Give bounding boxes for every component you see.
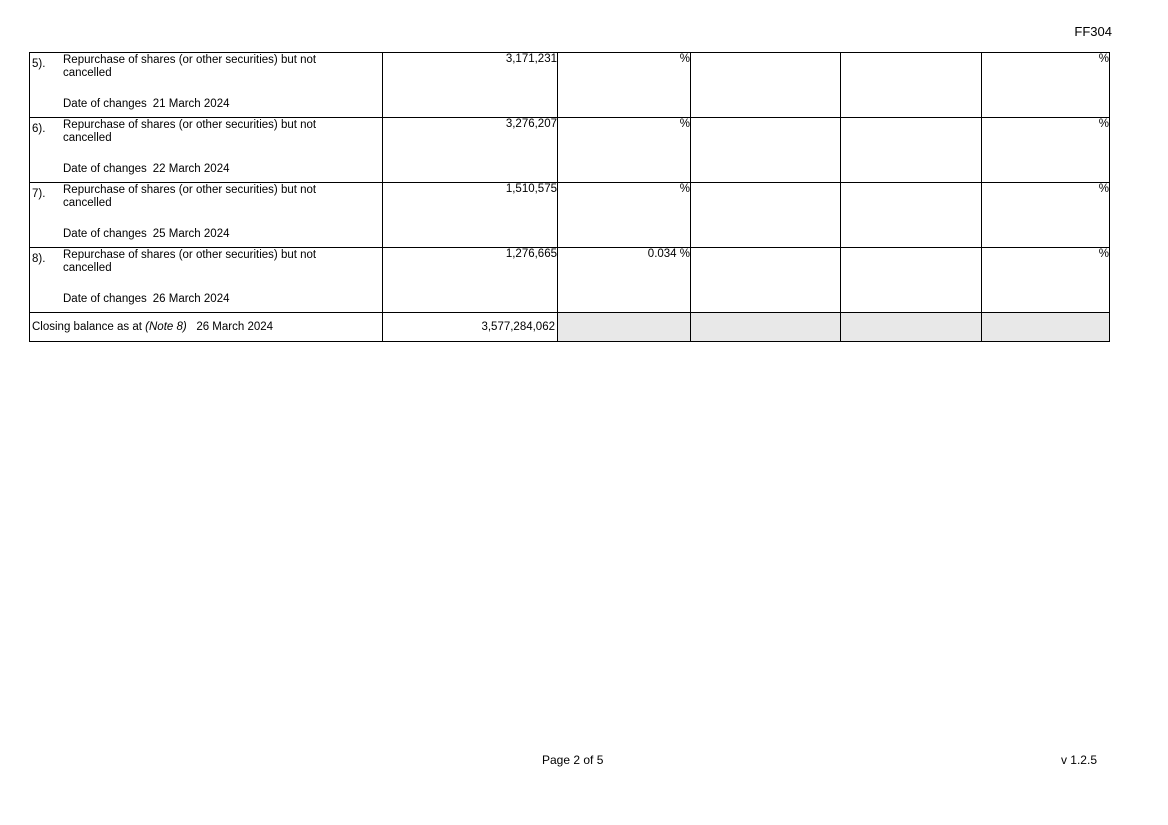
row-percent: % xyxy=(558,53,691,118)
row-number: 5). xyxy=(32,58,46,70)
shaded-cell xyxy=(691,313,841,342)
row-percent: % xyxy=(558,118,691,183)
row-percent-right: % xyxy=(982,53,1110,118)
row-number: 8). xyxy=(32,253,46,265)
empty-cell xyxy=(841,248,982,313)
version-label: v 1.2.5 xyxy=(1060,753,1097,767)
date-value: 21 March 2024 xyxy=(152,98,230,110)
date-of-changes xyxy=(63,228,229,240)
row-amount: 1,510,575 xyxy=(383,183,558,248)
row-number: 6). xyxy=(32,123,46,135)
closing-balance-note: (Note 8) xyxy=(145,321,187,333)
date-value: 26 March 2024 xyxy=(152,293,230,305)
row-description: Repurchase of shares (or other securities) but not cancelled xyxy=(63,249,317,274)
row-percent-right: % xyxy=(982,248,1110,313)
date-of-changes xyxy=(63,293,229,305)
date-of-changes xyxy=(63,98,229,110)
empty-cell xyxy=(841,53,982,118)
shaded-cell xyxy=(558,313,691,342)
row-description: Repurchase of shares (or other securities) but not cancelled xyxy=(63,54,317,79)
row-description-cell xyxy=(30,183,383,248)
table-row xyxy=(30,183,1110,248)
closing-balance-row xyxy=(30,313,1110,342)
shaded-cell xyxy=(982,313,1110,342)
row-description: Repurchase of shares (or other securities) but not cancelled xyxy=(63,119,317,144)
row-description-cell xyxy=(30,118,383,183)
table-row xyxy=(30,53,1110,118)
share-changes-table xyxy=(29,52,1110,342)
date-value: 22 March 2024 xyxy=(152,163,230,175)
form-code: FF304 xyxy=(1074,24,1112,39)
row-description-cell xyxy=(30,248,383,313)
empty-cell xyxy=(841,118,982,183)
table-row xyxy=(30,248,1110,313)
page-number: Page 2 of 5 xyxy=(542,753,604,767)
date-label: Date of changes xyxy=(63,228,147,240)
row-number: 7). xyxy=(32,188,46,200)
date-value: 25 March 2024 xyxy=(152,228,230,240)
closing-balance-amount: 3,577,284,062 xyxy=(383,313,558,342)
table-row xyxy=(30,118,1110,183)
empty-cell xyxy=(691,248,841,313)
row-amount: 1,276,665 xyxy=(383,248,558,313)
date-label: Date of changes xyxy=(63,163,147,175)
date-label: Date of changes xyxy=(63,293,147,305)
closing-balance-label: Closing balance as at xyxy=(32,321,142,333)
empty-cell xyxy=(841,183,982,248)
date-label: Date of changes xyxy=(63,98,147,110)
row-description-cell xyxy=(30,53,383,118)
row-percent: % xyxy=(558,183,691,248)
row-amount: 3,171,231 xyxy=(383,53,558,118)
row-percent-right: % xyxy=(982,183,1110,248)
date-of-changes xyxy=(63,163,229,175)
empty-cell xyxy=(691,183,841,248)
shaded-cell xyxy=(841,313,982,342)
closing-balance-date: 26 March 2024 xyxy=(196,321,274,333)
row-amount: 3,276,207 xyxy=(383,118,558,183)
row-percent: 0.034 % xyxy=(558,248,691,313)
empty-cell xyxy=(691,118,841,183)
empty-cell xyxy=(691,53,841,118)
closing-balance-label-cell xyxy=(30,313,383,342)
row-description: Repurchase of shares (or other securities) but not cancelled xyxy=(63,184,317,209)
row-percent-right: % xyxy=(982,118,1110,183)
